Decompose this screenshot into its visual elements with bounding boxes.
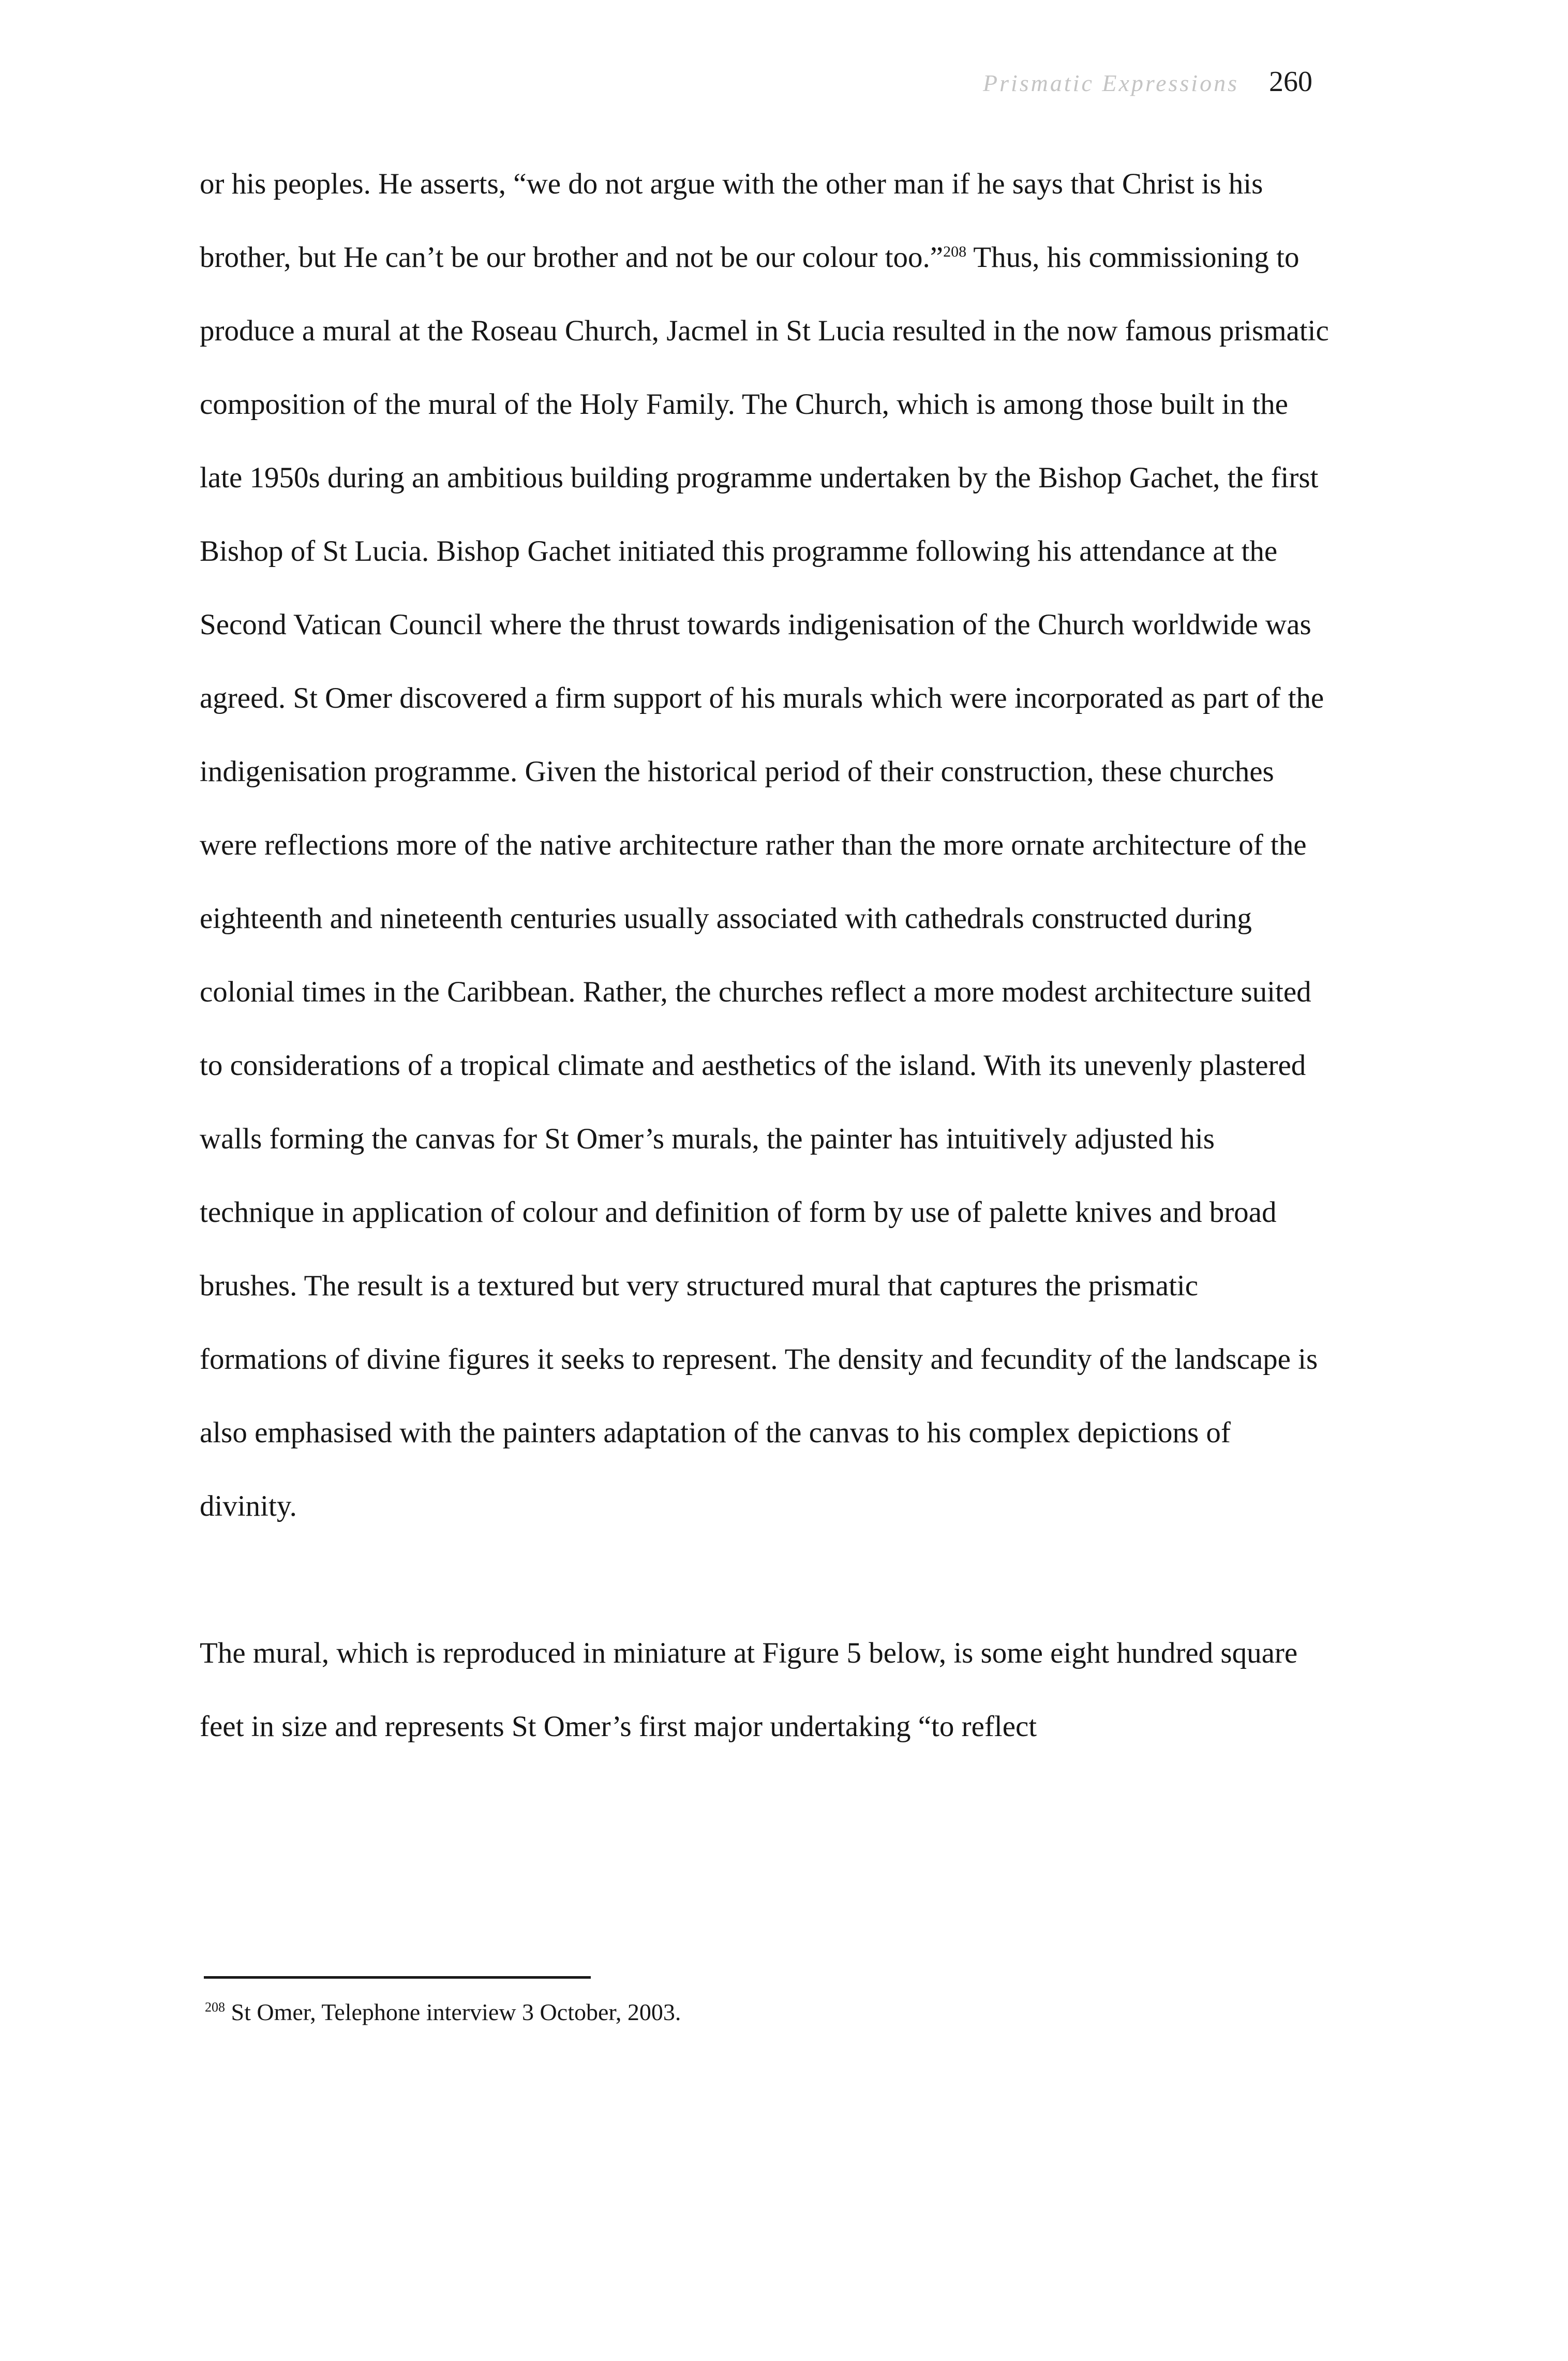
page-number: 260 [1269, 66, 1312, 98]
page-header [983, 65, 1312, 98]
footnote-number: 208 [205, 1999, 225, 2015]
footnote [205, 1997, 681, 2028]
paragraph-1-text-a: or his peoples. He asserts, “we do not argue with the other man if he says that Christ is his brother, but He can’t be our brother and not be our colour too.” [200, 168, 1263, 274]
paragraph-1 [200, 147, 1333, 1543]
running-head: Prismatic Expressions [983, 70, 1239, 96]
paragraph-1-text-b: Thus, his commissioning to produce a mural at the Roseau Church, Jacmel in St Lucia resulted in the now famous prismatic composition of the mural of the Holy Family. The Church, which is among those built in the late 1950s during an ambitious building programme undertaken by the Bishop Gachet, the first Bishop of St Lucia. Bishop Gachet initiated this programme following his attendance at the Second Vatican Council where the thrust towards indigenisation of the Church worldwide was agreed. St Omer discovered a firm support of his murals which were incorporated as part of the indigenisation programme. Given the historical period of their construction, these churches were reflections more of the native architecture rather than the more ornate architecture of the eighteenth and nineteenth centuries usually associated with cathedrals constructed during colonial times in the Caribbean. Rather, the churches reflect a more modest architecture suited to considerations of a tropical climate and aesthetics of the island. With its unevenly plastered walls forming the canvas for St Omer’s murals, the painter has intuitively adjusted his technique in application of colour and definition of form by use of palette knives and broad brushes. The result is a textured but very structured mural that captures the prismatic formations of divine figures it seeks to represent. The density and fecundity of the landscape is also emphasised with the painters adaptation of the canvas to his complex depictions of divinity. [200, 241, 1329, 1522]
paragraph-2: The mural, which is reproduced in miniature at Figure 5 below, is some eight hundred square feet in size and represents St Omer’s first major undertaking “to reflect [200, 1637, 1298, 1743]
footnote-reference: 208 [943, 243, 967, 260]
footnote-text: St Omer, Telephone interview 3 October, 2003. [225, 1999, 681, 2025]
footnote-divider [204, 1976, 591, 1979]
body-text [200, 147, 1333, 1764]
